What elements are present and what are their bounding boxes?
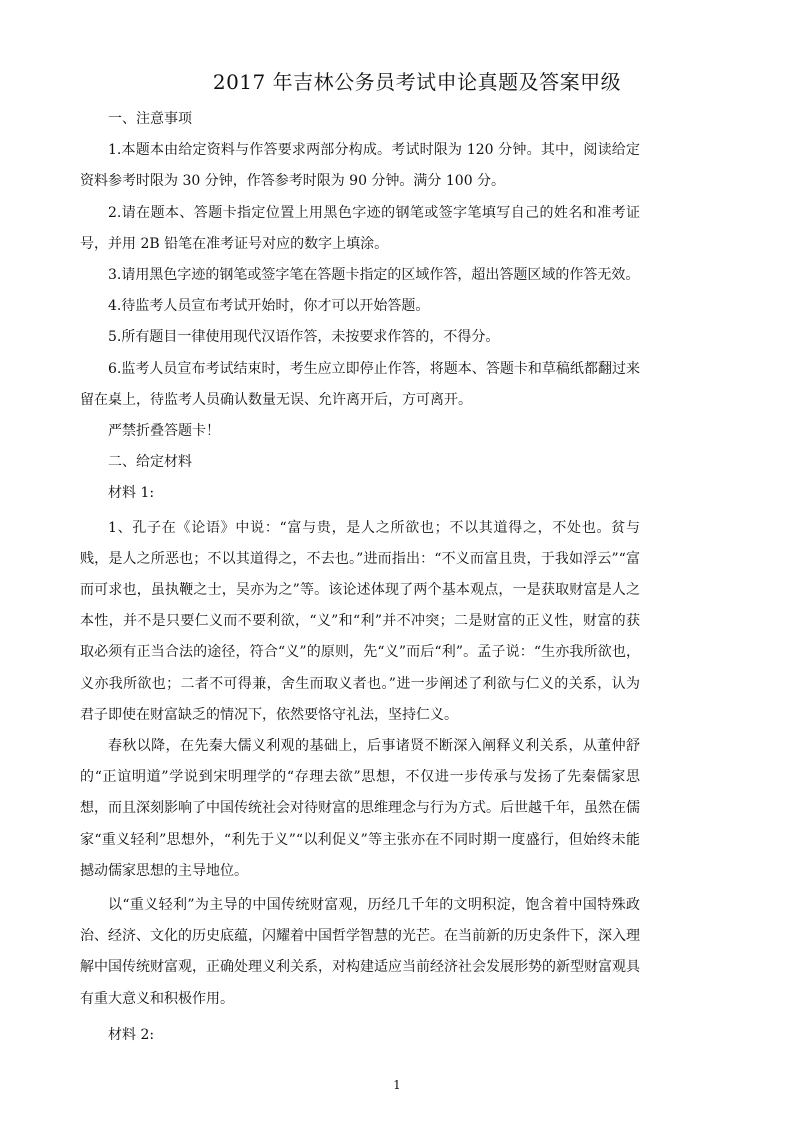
page-number: 1 xyxy=(393,1078,401,1092)
notice-item-3: 3.请用黑色字迹的钢笔或签字笔在答题卡指定的区域作答，超出答题区域的作答无效。 xyxy=(108,267,640,284)
document-title: 2017 年吉林公务员考试申论真题及答案甲级 xyxy=(212,70,622,94)
notice-item-2: 2.请在题本、答题卡指定位置上用黑色字迹的钢笔或签字笔填写自己的姓名和准考证号，并用 2B 铅笔在准考证号对应的数字上填涂。 xyxy=(80,204,640,252)
document-body xyxy=(80,104,640,1051)
material-1-paragraph-3: 以“重义轻利”为主导的中国传统财富观，历经几千年的文明积淀，饱含着中国特殊政治、经济、文化的历史底蕴，闪耀着中国哲学智慧的光芒。在当前新的历史条件下，深入理解中国传统财富观，正确处理义利关系，对构建适应当前经济社会发展形势的新型财富观具有重大意义和积极作用。 xyxy=(80,897,640,1007)
notice-item-1: 1.本题本由给定资料与作答要求两部分构成。考试时限为 120 分钟。其中，阅读给定资料参考时限为 30 分钟，作答参考时限为 90 分钟。满分 100 分。 xyxy=(80,142,640,190)
material-1-paragraph-1: 1、孔子在《论语》中说：“富与贵，是人之所欲也；不以其道得之，不处也。贫与贱，是人之所恶也；不以其道得之，不去也。”进而指出：“不义而富且贵，于我如浮云”“富而可求也，虽执鞭之士，吴亦为之”等。该论述体现了两个基本观点，一是获取财富是人之本性，并不是只要仁义而不要利欲，“义”和“利”并不冲突；二是财富的正义性，财富的获取必须有正当合法的途径，符合“义”的原则，先“义”而后“利”。孟子说：“生亦我所欲也，义亦我所欲也；二者不可得兼，舍生而取义者也。”进一步阐述了利欲与仁义的关系，认为君子即使在财富缺乏的情况下，依然要恪守礼法，坚持仁义。 xyxy=(80,519,640,723)
section-heading-materials: 二、给定材料 xyxy=(108,454,192,471)
notice-item-5: 5.所有题目一律使用现代汉语作答，未按要求作答的，不得分。 xyxy=(108,329,500,346)
notice-item-6: 6.监考人员宣布考试结束时，考生应立即停止作答，将题本、答题卡和草稿纸都翻过来留在桌上，待监考人员确认数量无误、允许离开后，方可离开。 xyxy=(80,360,640,408)
material-1-label: 材料 1: xyxy=(108,485,155,502)
material-1-paragraph-2: 春秋以降，在先秦大儒义利观的基础上，后事诸贤不断深入阐释义利关系，从董仲舒的“正谊明道”学说到宋明理学的“存理去欲”思想，不仅进一步传承与发扬了先秦儒家思想，而且深刻影响了中国传统社会对待财富的思维理念与行为方式。后世越千年，虽然在儒家“重义轻利”思想外，“利先于义”“以利促义”等主张亦在不同时期一度盛行，但始终未能撼动儒家思想的主导地位。 xyxy=(80,738,640,879)
section-heading-notice: 一、注意事项 xyxy=(108,111,192,127)
warning-text: 严禁折叠答题卡！ xyxy=(108,423,220,440)
material-2-label: 材料 2: xyxy=(108,1026,155,1043)
notice-item-4: 4.待监考人员宣布考试开始时，你才可以开始答题。 xyxy=(108,298,430,315)
